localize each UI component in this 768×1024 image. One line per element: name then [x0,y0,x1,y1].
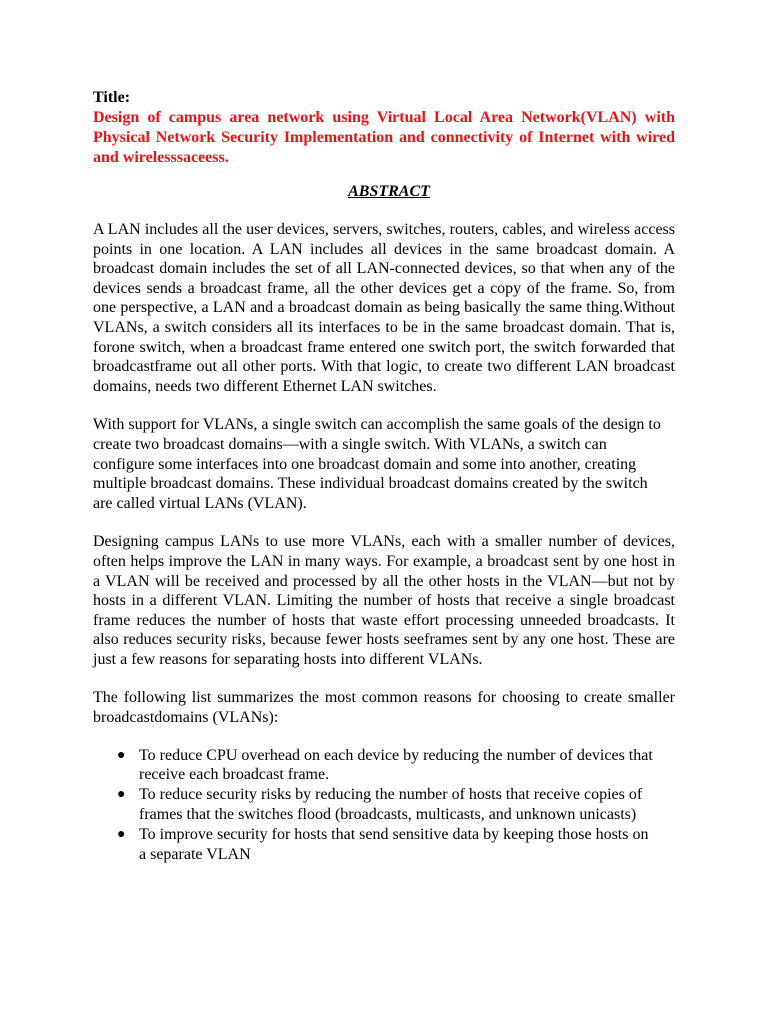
list-item [93,825,659,865]
bullet-icon: ● [117,787,126,803]
paragraph-lan-definition: A LAN includes all the user devices, servers, switches, routers, cables, and wireless access points in one location. A LAN includes all devices in the same broadcast domain. A broadcast domain includes the set of all LAN-connected devices, so that when any of the devices sends a broadcast frame, all the other devices get a copy of the frame. So, from one perspective, a LAN and a broadcast domain as being basically the same thing.Without VLANs, a switch considers all its interfaces to be in the same broadcast domain. That is, forone switch, when a broadcast frame entered one switch port, the switch forwarded that broadcastframe out all other ports. With that logic, to create two different LAN broadcast domains, needs two different Ethernet LAN switches. [93,221,675,395]
paragraph-vlan-support: With support for VLANs, a single switch can accomplish the same goals of the design to create two broadcast domains—with a single switch. With VLANs, a switch can configure some interfaces into one broadcast domain and some into another, creating multiple broadcast domains. These individual broadcast domains created by the switch are called virtual LANs (VLAN). [93,416,661,512]
title-label: Title: [93,89,131,106]
abstract-heading: ABSTRACT [348,183,430,200]
paragraph-campus-design: Designing campus LANs to use more VLANs, each with a smaller number of devices, often helps improve the LAN in many ways. For example, a broadcast sent by one host in a VLAN will be received and processed by all the other hosts in the VLAN—but not by hosts in a different VLAN. Limiting the number of hosts that receive a single broadcast frame reduces the number of hosts that waste effort processing unneeded broadcasts. It also reduces security risks, because fewer hosts seeframes sent by any one host. These are just a few reasons for separating hosts into different VLANs. [93,533,675,668]
list-item [93,746,659,786]
document-page [93,88,675,864]
bullet-icon: ● [117,826,126,842]
list-item-text: To improve security for hosts that send sensitive data by keeping those hosts on a separate VLAN [139,825,649,863]
list-item [93,785,659,825]
list-item-text: To reduce CPU overhead on each device by reducing the number of devices that receive each broadcast frame. [139,746,653,784]
reasons-list [93,746,675,865]
document-title: Design of campus area network using Virtual Local Area Network(VLAN) with Physical Network Security Implementation and connectivity of Internet with wired and wirelesssaceess. [93,109,675,166]
bullet-icon: ● [117,747,126,763]
paragraph-list-intro: The following list summarizes the most common reasons for choosing to create smaller broadcastdomains (VLANs): [93,689,675,727]
list-item-text: To reduce security risks by reducing the number of hosts that receive copies of frames that the switches flood (broadcasts, multicasts, and unknown unicasts) [139,786,643,824]
